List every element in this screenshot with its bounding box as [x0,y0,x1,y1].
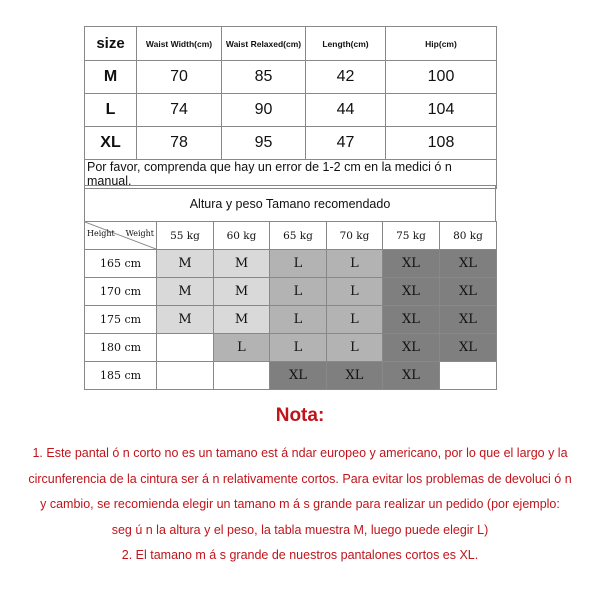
weight-header: 55 kg [157,222,214,250]
size-chart-header-row [85,27,497,61]
waist-relaxed-cell: 90 [222,94,306,127]
height-label-cell: 165 cm [85,250,157,278]
nota-line: seg ú n la altura y el peso, la tabla muestra M, luego puede elegir L) [111,522,489,537]
table-row [85,334,497,362]
height-label-cell: 175 cm [85,306,157,334]
waist-width-cell: 70 [137,61,222,94]
recommended-size-cell [440,362,497,390]
recommended-size-cell: L [327,306,383,334]
weight-header: 60 kg [214,222,270,250]
recommended-size-cell: XL [440,306,497,334]
recommended-size-cell: L [327,334,383,362]
recommended-size-cell: L [270,334,327,362]
waist-width-cell: 78 [137,127,222,160]
recommended-size-cell: M [214,278,270,306]
recommended-size-cell: L [214,334,270,362]
height-axis-label: Height [87,229,115,238]
recommendation-table [84,221,497,390]
hip-cell: 108 [386,127,497,160]
height-label-cell: 180 cm [85,334,157,362]
size-header: size [85,27,137,61]
recommended-size-cell [214,362,270,390]
table-row [85,61,497,94]
nota-text [14,441,586,569]
recommended-size-cell: XL [270,362,327,390]
height-label-cell: 185 cm [85,362,157,390]
nota-line: 1. Este pantal ó n corto no es un tamano est á ndar europeo y americano, por lo que el largo y la [32,446,568,460]
measurement-error-note: Por favor, comprenda que hay un error de 1-2 cm en la medici ó n manual. [85,160,497,189]
waist-width-cell: 74 [137,94,222,127]
waist-relaxed-cell: 95 [222,127,306,160]
height-label-cell: 170 cm [85,278,157,306]
size-chart-table [84,26,497,189]
nota-line: 2. El tamano m á s grande de nuestros pantalones cortos es XL. [121,548,479,562]
recommended-size-cell: L [270,250,327,278]
weight-header-row [85,222,497,250]
waist-relaxed-header: Waist Relaxed(cm) [222,27,306,61]
recommended-size-cell: XL [383,278,440,306]
recommended-size-cell [157,334,214,362]
length-cell: 47 [306,127,386,160]
nota-title: Nota: [275,405,325,426]
hip-cell: 104 [386,94,497,127]
size-cell: M [85,61,137,94]
recommended-size-cell: M [157,250,214,278]
recommended-size-cell: L [270,278,327,306]
nota-line: circunferencia de la cintura ser á n relativamente cortos. Para evitar los problemas de devoluci ó n [28,471,572,486]
size-cell: XL [85,127,137,160]
recommended-size-cell: L [327,278,383,306]
length-header: Length(cm) [306,27,386,61]
recommended-size-cell: XL [440,278,497,306]
recommended-size-cell: XL [440,334,497,362]
recommendation-body [85,250,497,390]
table-row [85,127,497,160]
hip-header: Hip(cm) [386,27,497,61]
recommendation-title: Altura y peso Tamano recomendado [84,185,496,221]
weight-header: 75 kg [383,222,440,250]
recommended-size-cell: L [270,306,327,334]
recommended-size-cell [157,362,214,390]
length-cell: 42 [306,61,386,94]
table-row [85,306,497,334]
waist-relaxed-cell: 85 [222,61,306,94]
table-row [85,362,497,390]
recommended-size-cell: M [157,278,214,306]
table-row [85,94,497,127]
length-cell: 44 [306,94,386,127]
weight-header: 70 kg [327,222,383,250]
recommended-size-cell: XL [383,250,440,278]
recommended-size-cell: M [214,250,270,278]
nota-line: y cambio, se recomienda elegir un tamano m á s grande para realizar un pedido (por ejemplo: [40,497,560,511]
waist-width-header: Waist Width(cm) [137,27,222,61]
recommended-size-cell: M [157,306,214,334]
size-cell: L [85,94,137,127]
recommended-size-cell: L [327,250,383,278]
recommended-size-cell: XL [327,362,383,390]
weight-header: 80 kg [440,222,497,250]
recommended-size-cell: XL [383,306,440,334]
size-recommendation-chart [84,185,496,390]
recommended-size-cell: XL [440,250,497,278]
height-weight-corner [85,222,157,250]
weight-header: 65 kg [270,222,327,250]
table-row [85,278,497,306]
table-row [85,250,497,278]
recommended-size-cell: M [214,306,270,334]
weight-axis-label: Weight [125,229,154,238]
recommended-size-cell: XL [383,362,440,390]
recommended-size-cell: XL [383,334,440,362]
hip-cell: 100 [386,61,497,94]
